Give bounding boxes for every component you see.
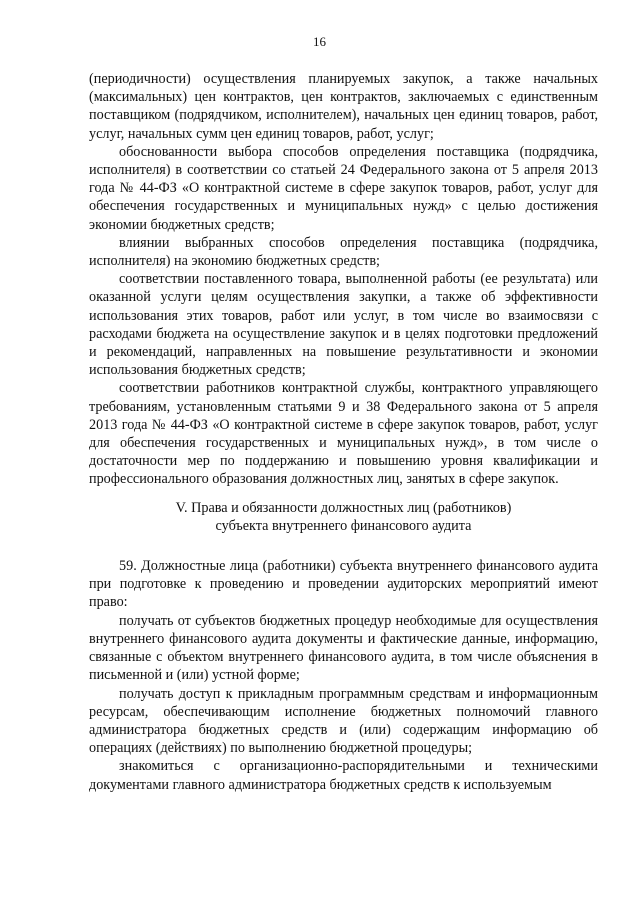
paragraph: соответствии поставленного товара, выполненной работы (ее результата) или оказанной услуги целям осуществления закупки, а также об эффективности использования этих товаров, работ или услуг, в том числе во взаимосвязи с расходами бюджета на осуществление закупок и в целях подготовки предложений и рекомендаций, направленных на повышение результативности и экономии использования бюджетных средств;	[89, 271, 598, 379]
paragraph: влиянии выбранных способов определения поставщика (подрядчика, исполнителя) на экономию бюджетных средств;	[89, 234, 598, 270]
paragraph: соответствии работников контрактной службы, контрактного управляющего требованиям, установленным статьями 9 и 38 Федерального закона от 5 апреля 2013 года № 44-ФЗ «О контрактной системе в сфере закупок товаров, работ, услуг для обеспечения государственных и муниципальных нужд», в том числе о достаточности мер по поддержанию и повышению уровня квалификации и профессионального образования должностных лиц, занятых в сфере закупок.	[89, 380, 598, 488]
paragraph: обоснованности выбора способов определения поставщика (подрядчика, исполнителя) в соответствии со статьей 24 Федерального закона от 5 апреля 2013 года № 44-ФЗ «О контрактной системе в сфере закупок товаров, работ, услуг для обеспечения государственных и муниципальных нужд» с целью достижения экономии бюджетных средств;	[89, 143, 598, 233]
paragraph: получать доступ к прикладным программным средствам и информационным ресурсам, обеспечивающим исполнение бюджетных полномочий главного администратора бюджетных средств и (или) содержащим информацию об операциях (действиях) по выполнению бюджетной процедуры;	[89, 685, 598, 757]
section-heading	[89, 499, 598, 535]
section-heading-line-2: субъекта внутреннего финансового аудита	[215, 517, 472, 534]
paragraph: знакомиться с организационно-распорядительными и техническими документами главного администратора бюджетных средств к используемым	[89, 758, 598, 793]
paragraph: 59. Должностные лица (работники) субъекта внутреннего финансового аудита при подготовке к проведению и проведении аудиторских мероприятий имеют право:	[89, 558, 598, 611]
document-body	[89, 70, 598, 794]
page-number: 16	[313, 34, 326, 49]
section-heading-line-1: V. Права и обязанности должностных лиц (работников)	[175, 499, 512, 516]
paragraph: получать от субъектов бюджетных процедур необходимые для осуществления внутреннего финансового аудита документы и фактические данные, информацию, связанные с объектом внутреннего финансового аудита, в том числе объяснения в письменной и (или) устной форме;	[89, 612, 598, 684]
spacer	[89, 547, 598, 557]
paragraph: (периодичности) осуществления планируемых закупок, а также начальных (максимальных) цен контрактов, цен контрактов, заключаемых с единственным поставщиком (подрядчиком, исполнителем), начальных цен единиц товаров, работ, услуг, начальных сумм цен единиц товаров, работ, услуг;	[89, 71, 598, 142]
